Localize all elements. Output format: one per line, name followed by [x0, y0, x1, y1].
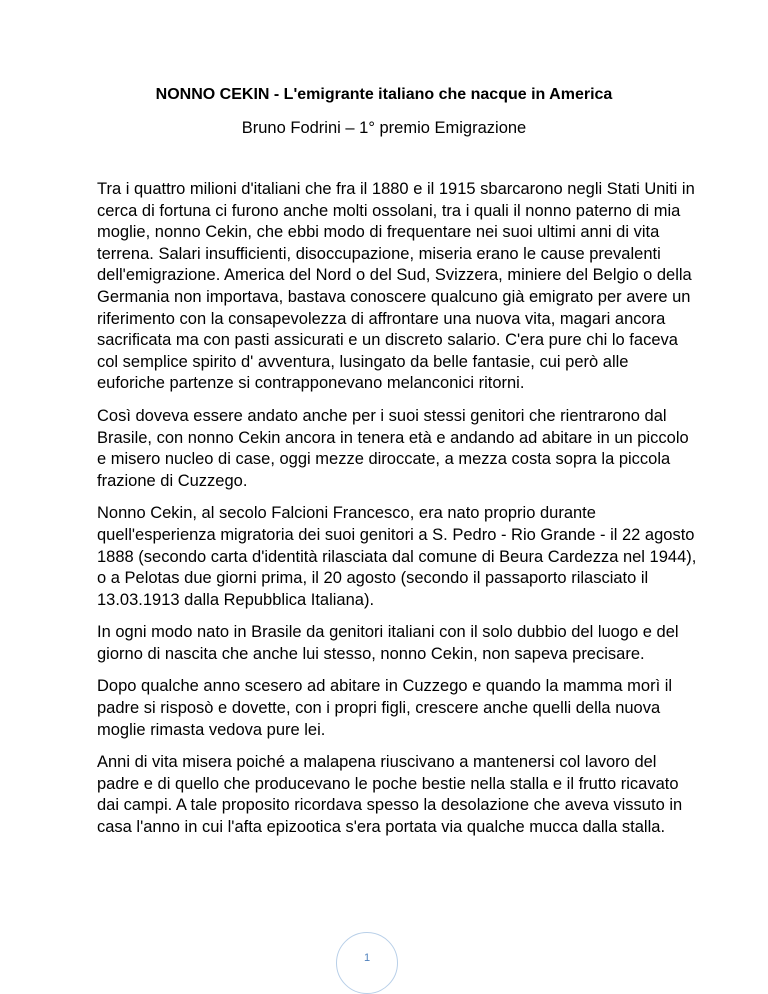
document-subtitle: Bruno Fodrini – 1° premio Emigrazione [241, 119, 527, 137]
paragraph-5: Dopo qualche anno scesero ad abitare in Cuzzego e quando la mamma morì il padre si risposò e dovette, con i propri figli, crescere anche quelli della nuova moglie rimasta vedova pure lei. [97, 677, 673, 739]
page-number: 1 [336, 932, 398, 994]
paragraph-3: Nonno Cekin, al secolo Falcioni Francesco, era nato proprio durante quell'esperienza migratoria dei suoi genitori a S. Pedro - Rio Grande - il 22 agosto 1888 (secondo carta d'identità rilasciata dal comune di Beura Cardezza nel 1944), o a Pelotas due giorni prima, il 20 agosto (secondo il passaporto rilasciato il 13.03.1913 dalla Repubblica Italiana). [97, 504, 697, 609]
paragraph-6: Anni di vita misera poiché a malapena riuscivano a mantenersi col lavoro del padre e di quello che producevano le poche bestie nella stalla e il frutto ricavato dai campi. A tale proposito ricordava spesso la desolazione che aveva vissuto in casa l'anno in cui l'afta epizootica s'era portata via qualche mucca dalla stalla. [97, 753, 683, 837]
paragraph-2: Così doveva essere andato anche per i suoi stessi genitori che rientrarono dal Brasile, con nonno Cekin ancora in tenera età e andando ad abitare in un piccolo e misero nucleo di case, oggi mezze diroccate, a mezza costa sopra la piccola frazione di Cuzzego. [97, 406, 689, 490]
paragraph-1: Tra i quattro milioni d'italiani che fra il 1880 e il 1915 sbarcarono negli Stati Uniti in cerca di fortuna ci furono anche molti ossolani, tra i quali il nonno paterno di mia moglie, nonno Cekin, che ebbi modo di frequentare nei suoi ultimi anni di vita terrena. Salari insufficienti, disoccupazione, miseria erano le cause prevalenti dell'emigrazione. America del Nord o del Sud, Svizzera, miniere del Belgio o della Germania non importava, bastava conoscere qualcuno già emigrato per avere un riferimento con la consapevolezza di affrontare una nuova vita, magari ancora sacrificata ma con pasti assicurati e un discreto salario. C'era pure chi lo faceva col semplice spirito d' avventura, lusingato da belle fantasie, cui però alle euforiche partenze si contrapponevano melanconici ritorni. [97, 180, 695, 393]
paragraph-4: In ogni modo nato in Brasile da genitori italiani con il solo dubbio del luogo e del giorno di nascita che anche lui stesso, nonno Cekin, non sapeva precisare. [97, 623, 679, 663]
document-body [97, 179, 697, 850]
document-title: NONNO CEKIN - L'emigrante italiano che nacque in America [155, 86, 613, 103]
